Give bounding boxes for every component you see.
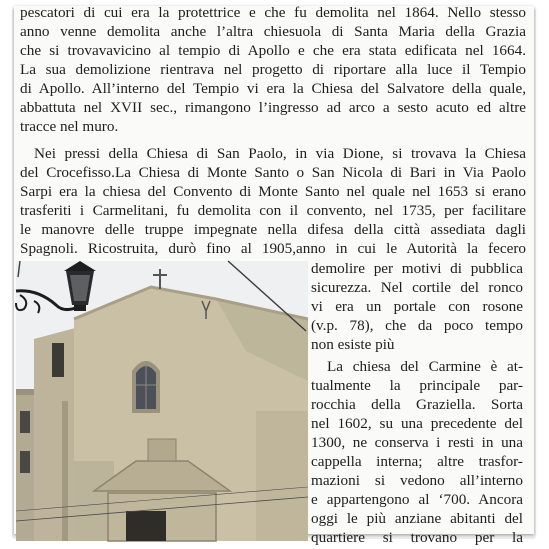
text-line: di Apollo. All’interno del Tempio vi era la Chiesa del Salvatore della quale, xyxy=(20,80,526,97)
paragraph-first-line: La chiesa del Carmine è at- xyxy=(327,358,523,375)
text-line: sicurezza. Nel cortile del ronco xyxy=(311,279,523,296)
text-line: demolire per motivi di pubblica xyxy=(311,260,523,277)
text-line: e appartengono al ‘700. Ancora xyxy=(311,491,523,508)
text-line: rocchia della Graziella. Sorta xyxy=(311,396,523,413)
text-line: nel 1602, su una precedente del xyxy=(311,415,523,432)
paragraph-first-line: Nei pressi della Chiesa di San Paolo, in via Dione, si trovava la Chiesa xyxy=(34,145,526,162)
text-line: tracce nel muro. xyxy=(20,118,119,135)
church-photo xyxy=(16,261,308,541)
text-line: oggi le più anziane abitanti del xyxy=(311,510,523,527)
text-line: non esiste più xyxy=(311,336,395,353)
text-line: quartiere si trovano per la xyxy=(311,529,523,546)
text-line: (v.p. 78), che da poco tempo xyxy=(311,317,523,334)
text-line: Sarpi era la chiesa del Convento di Monte Santo nel quale nel 1653 si erano xyxy=(20,183,526,200)
text-line: mazioni si vedono all’interno xyxy=(311,472,523,489)
text-line: cappella interna; altre trasfor- xyxy=(311,453,523,470)
text-line: anno venne demolita anche l’altra chiesuola di Santa Maria della Grazia xyxy=(20,23,526,40)
text-line: del Crocefisso.La Chiesa di Monte Santo o San Nicola di Bari in Via Paolo xyxy=(20,164,526,181)
text-line: La sua demolizione rientrava nel progetto di riportare alla luce il Tempio xyxy=(20,61,526,78)
text-line: abbattuta nel XVII sec., rimangono l’ingresso ad arco a sesto acuto ed altre xyxy=(20,99,526,116)
text-line: che si trovavavicino al tempio di Apollo e che era stata edificata nel 1664. xyxy=(20,42,526,59)
text-line: 1300, ne conserva i resti in una xyxy=(311,434,523,451)
text-line: vi era un portale con rosone xyxy=(311,298,523,315)
text-line: pescatori di cui era la protettrice e che fu demolita nel 1864. Nello stesso xyxy=(20,4,526,21)
text-line: tualmente la principale par- xyxy=(311,377,523,394)
text-line: le manovre delle truppe impegnate nella difesa della città assediata dagli xyxy=(20,221,526,238)
text-line: Spagnoli. Ricostruita, durò fino al 1905,anno in cui le Autorità la fecero xyxy=(20,240,526,257)
text-line: trasferiti i Carmelitani, fu demolita con il convento, nel 1735, per facilitare xyxy=(20,202,526,219)
book-page xyxy=(14,4,534,546)
